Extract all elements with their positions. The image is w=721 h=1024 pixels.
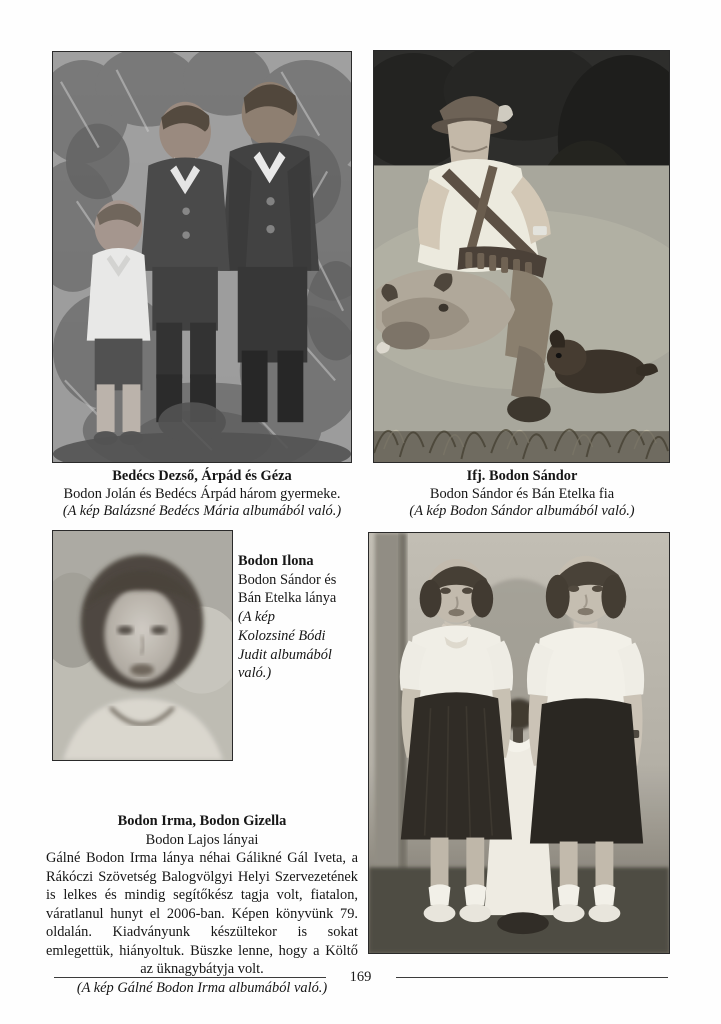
caption-source-line4: való.): [238, 665, 272, 682]
caption-source: (A kép Balázsné Bedécs Mária albumából való.): [62, 503, 342, 520]
photo-bedecs-brothers-image: [53, 52, 351, 462]
photo-bedecs-brothers: [52, 51, 352, 463]
photo-bodon-ilona: [52, 530, 233, 761]
caption-source-line1: (A kép: [238, 609, 275, 626]
caption-ifj-bodon-sandor: [372, 468, 672, 521]
footer-rule-left: [54, 977, 326, 978]
caption-title: Bodon Irma, Bodon Gizella: [117, 813, 287, 829]
caption-bedecs-brothers: [46, 468, 358, 521]
caption-subtitle-line1: Bodon Sándor és: [238, 571, 337, 588]
caption-title: Bedécs Dezső, Árpád és Géza: [112, 468, 292, 484]
caption-title: Ifj. Bodon Sándor: [466, 468, 578, 484]
caption-subtitle: Bodon Lajos lányai: [145, 831, 259, 848]
caption-source-line3: Judit albumából: [238, 646, 332, 663]
caption-bodon-ilona: [238, 552, 356, 683]
caption-title: Bodon Ilona: [238, 553, 314, 569]
caption-source: (A kép Bodon Sándor albumából való.): [409, 503, 635, 520]
photo-hunter-image: [374, 51, 669, 462]
caption-subtitle-line2: Bán Etelka lánya: [238, 590, 337, 607]
page-footer: [0, 964, 721, 990]
footer-rule-right: [396, 977, 668, 978]
page-number: 169: [349, 968, 372, 985]
caption-source-line2: Kolozsiné Bódi: [238, 627, 326, 644]
caption-body-text: Gálné Bodon Irma lánya néhai Gálikné Gál Iveta, a Rákóczi Szövetség Balogvölgyi Helyi Szervezetének is lelkes és mindig segítőkész tagja volt, fiatalon, váratlanul hunyt el 2006-ban. Képen könyvünk 79. oldalán. Kiadványunk készültekor is sokat emlegettük, hiányoltuk. Büszke lenne, hogy a Költő az üknagybátyja volt.: [46, 850, 358, 977]
caption-subtitle: Bodon Sándor és Bán Etelka fia: [429, 485, 615, 502]
photo-bodon-ilona-image: [53, 531, 232, 760]
caption-source: (A kép Gálné Bodon Irma albumából való.): [76, 979, 328, 996]
photo-bodon-sisters-image: [369, 533, 669, 953]
photo-bodon-sisters: [368, 532, 670, 954]
caption-subtitle: Bodon Jolán és Bedécs Árpád három gyermeke.: [63, 485, 341, 502]
photo-hunter-bodon-sandor: [373, 50, 670, 463]
